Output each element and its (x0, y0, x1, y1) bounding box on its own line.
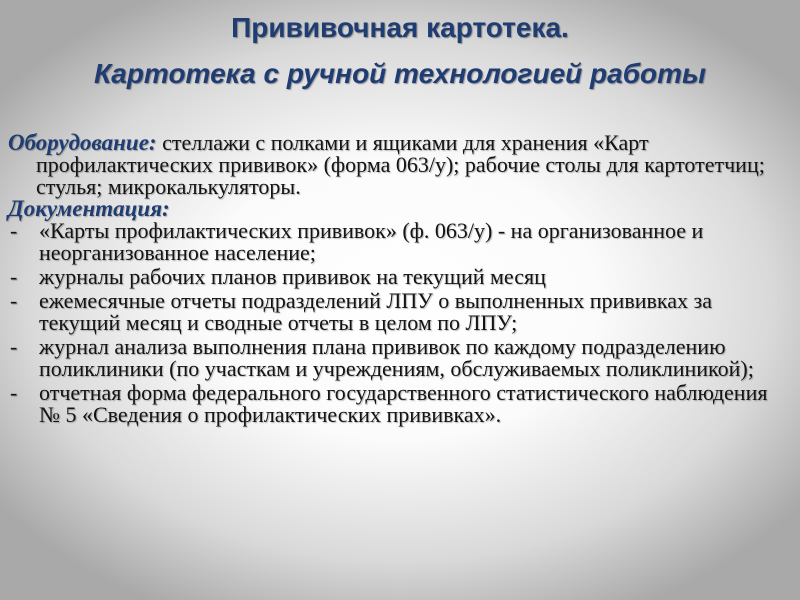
bullet-dash: - (10, 288, 18, 313)
list-item-text: «Карты профилактических прививок» (ф. 063/у) - на организованное и неорганизованное население; (39, 218, 704, 265)
bullet-dash: - (10, 218, 18, 243)
list-item (8, 382, 788, 426)
documentation-heading: Документация: (8, 196, 170, 221)
equipment-text: стеллажи с полками и ящиками для хранения «Карт профилактических прививок» (форма 063/у); рабочие столы для картотетчиц; стулья; микрокалькуляторы. (36, 130, 765, 199)
list-item-text: журналы рабочих планов прививок на текущий месяц (39, 264, 546, 289)
equipment-paragraph (8, 132, 788, 198)
bullet-dash: - (10, 334, 18, 359)
list-item (8, 266, 788, 288)
equipment-heading: Оборудование: (8, 130, 157, 155)
list-item-text: ежемесячные отчеты подразделений ЛПУ о выполненных прививках за текущий месяц и сводные отчеты в целом по ЛПУ; (39, 288, 712, 335)
list-item (8, 336, 788, 380)
slide-body (8, 132, 788, 428)
bullet-dash: - (10, 380, 18, 405)
list-item (8, 220, 788, 264)
slide-title: Прививочная картотека. (231, 12, 569, 43)
documentation-paragraph (8, 198, 788, 220)
bullet-dash: - (10, 264, 18, 289)
list-item-text: отчетная форма федерального государственного статистического наблюдения № 5 «Сведения о профилактических прививках». (39, 380, 768, 427)
documentation-list (8, 220, 788, 426)
slide-subtitle: Картотека с ручной технологией работы (94, 58, 706, 89)
list-item-text: журнал анализа выполнения плана прививок по каждому подразделению поликлиники (по участкам и учреждениям, обслуживаемых поликлиникой); (39, 334, 754, 381)
list-item (8, 290, 788, 334)
